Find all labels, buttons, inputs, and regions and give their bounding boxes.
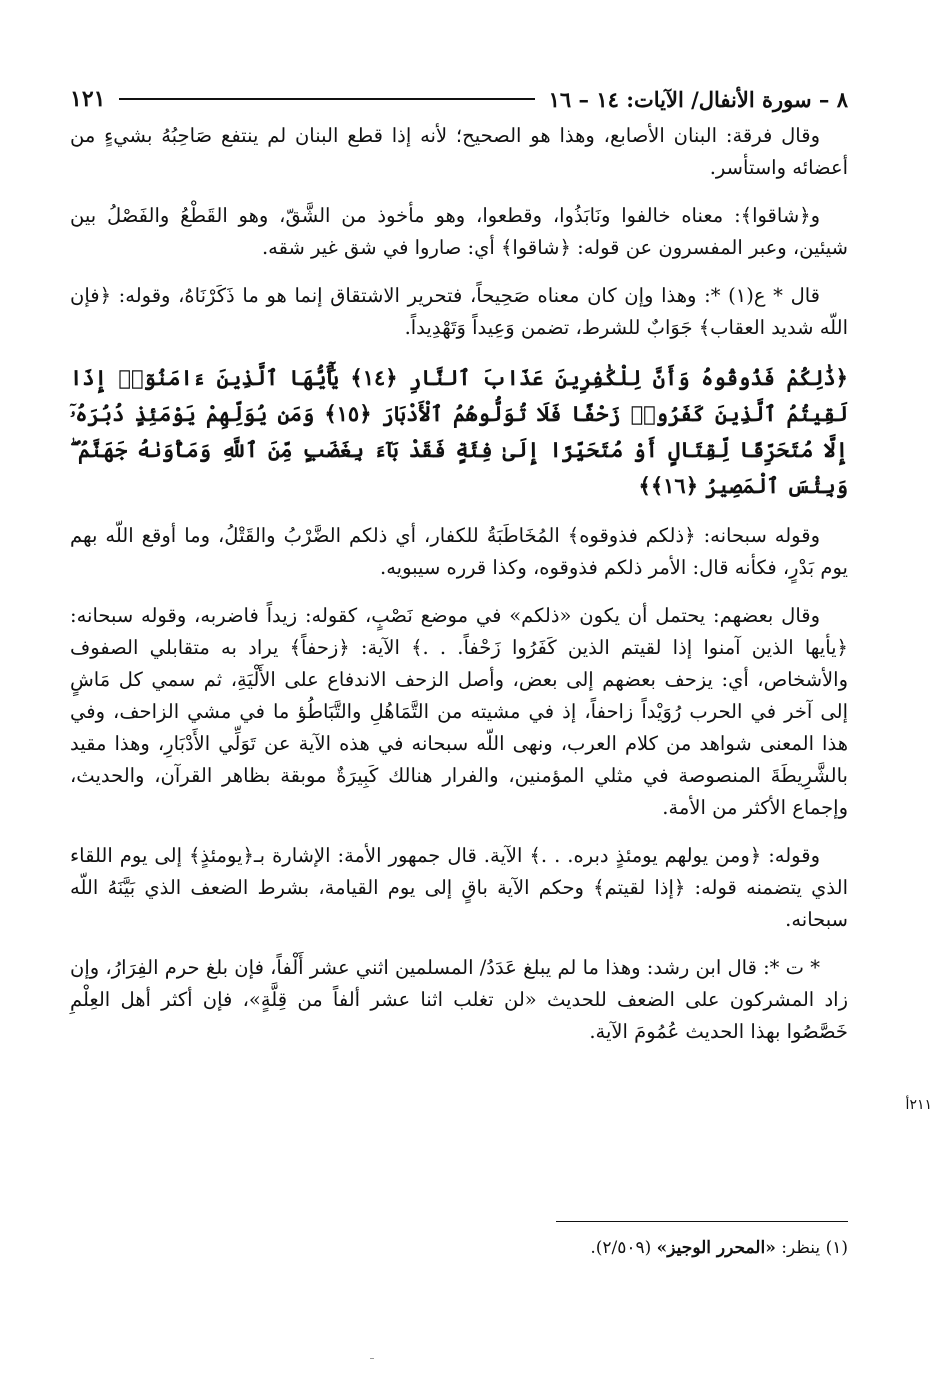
paragraph: * ت *: قال ابن رشد: وهذا ما لم يبلغ عَدَدُ/ المسلمين اثني عشر أَلْفاً، فإن بلغ حرم الفِرَارُ، وإن زاد المشركون على الضعف للحديث «لن تغلب اثنا عشر ألفاً من قِلَّةٍ»، فإن أكثر أهل العِلْمِ خَصَّصُوا بهذا الحديث عُمُومَ الآية. <box>70 956 848 1043</box>
page-body <box>70 78 848 1064</box>
scan-speck <box>370 1358 374 1359</box>
paragraph: وقال بعضهم: يحتمل أن يكون «ذلكم» في موضع نَصْبٍ، كقوله: زيداً فاضربه، وقوله سبحانه: ﴿يأيها الذين آمنوا إذا لقيتم الذين كَفَرُوا زَحْفاً. . .﴾ الآية: ﴿زحفاً﴾ يراد به متقابلي الصفوف والأشخاص، أي: يزحف بعضهم إلى بعض، وأصل الزحف الاندفاع على الأَلْيَةِ، ثم سمي كل مَاشٍ إلى آخر في الحرب رُوَيْداً زاحفاً، إذ في مشيته من التَّمَاهُلِ والتَّبَاطُؤ ما في مشي الزاحف، وفي هذا المعنى شواهد من كلام العرب، ونهى اللّه سبحانه في هذه الآية عن تَوَلِّي الأَدْبَارِ، وهذا مقيد بالشَّرِيطَةَ المنصوصة في مثلي المؤمنين، والفرار هنالك كَبِيرَةٌ موبقة بظاهر القرآن، والحديث، وإجماع الأكثر من الأمة. <box>70 604 848 819</box>
paragraph: قال * ع(١) *: وهذا وإن كان معناه صَحِيحاً، فتحرير الاشتقاق إنما هو ما ذَكَرْنَاهُ، وقوله: ﴿فإن اللّه شديد العقاب﴾ جَوَابٌ للشرط، تضمن وَعِيداً وَتَهْدِيداً. <box>70 284 848 339</box>
running-header <box>70 78 848 120</box>
footnote-prefix: ينظر: <box>781 1238 821 1258</box>
footnote-number: (١) <box>825 1238 848 1258</box>
footnote-rule <box>556 1221 848 1222</box>
footnote-ref: (٢/٥٠٩). <box>590 1238 652 1258</box>
paragraph: و﴿شاقوا﴾: معناه خالفوا ونَابَذُوا، وقطعوا، وهو مأخوذ من الشَّقّ، وهو القَطْعُ والفَصْلُ بين شيئين، وعبر المفسرون عن قوله: ﴿شاقوا﴾ أي: صاروا في شق غير شقه. <box>70 204 848 259</box>
paragraph: وقوله: ﴿ومن يولهم يومئذٍ دبره. . .﴾ الآية. قال جمهور الأمة: الإشارة بـ﴿يومئذٍ﴾ إلى يوم اللقاء الذي يتضمنه قوله: ﴿إذا لقيتم﴾ وحكم الآية باقٍ إلى يوم القيامة، بشرط الضعف الذي بَيَّنَهُ اللّه سبحانه. <box>70 844 848 931</box>
footnote-source: «المحرر الوجيز» <box>656 1238 776 1258</box>
footnote <box>590 1238 848 1258</box>
page-number: ١٢١ <box>70 86 106 112</box>
chapter-title: ٨ – سورة الأنفال/ الآيات: ١٤ – ١٦ <box>548 86 848 112</box>
header-rule <box>119 98 534 100</box>
paragraph: وقوله سبحانه: ﴿ذلكم فذوقوه﴾ المُخَاطَبَةُ للكفار، أي ذلكم الضَّرْبُ والقَتْلُ، وما أوقع اللّه بهم يوم بَدْرٍ، فكأنه قال: الأمر ذلكم فذوقوه، وكذا قرره سيبويه. <box>70 524 848 579</box>
manuscript-folio-note: ٢١١أ <box>905 1097 932 1113</box>
quran-verses: ﴿ذَٰلِكُمْ فَذُوقُوهُ وَأَنَّ لِلْكَٰفِرِينَ عَذَابَ ٱلنَّارِ ﴿١٤﴾ يَٰٓأَيُّهَا ٱلَّذِينَ ءَامَنُوٓا۟ إِذَا لَقِيتُمُ ٱلَّذِينَ كَفَرُوا۟ زَحْفًا فَلَا تُوَلُّوهُمُ ٱلْأَدْبَارَ ﴿١٥﴾ وَمَن يُوَلِّهِمْ يَوْمَئِذٍ دُبُرَهُۥٓ إِلَّا مُتَحَرِّفًا لِّقِتَالٍ أَوْ مُتَحَيِّزًا إِلَىٰ فِئَةٍ فَقَدْ بَآءَ بِغَضَبٍ مِّنَ ٱللَّهِ وَمَأْوَىٰهُ جَهَنَّمُ ۖ وَبِئْسَ ٱلْمَصِيرُ ﴿١٦﴾﴾ <box>70 365 848 498</box>
paragraph: وقال فرقة: البنان الأصابع، وهذا هو الصحيح؛ لأنه إذا قطع البنان لم ينتفع صَاحِبُهُ بشيءٍ من أعضائه واستأسر. <box>70 124 848 179</box>
